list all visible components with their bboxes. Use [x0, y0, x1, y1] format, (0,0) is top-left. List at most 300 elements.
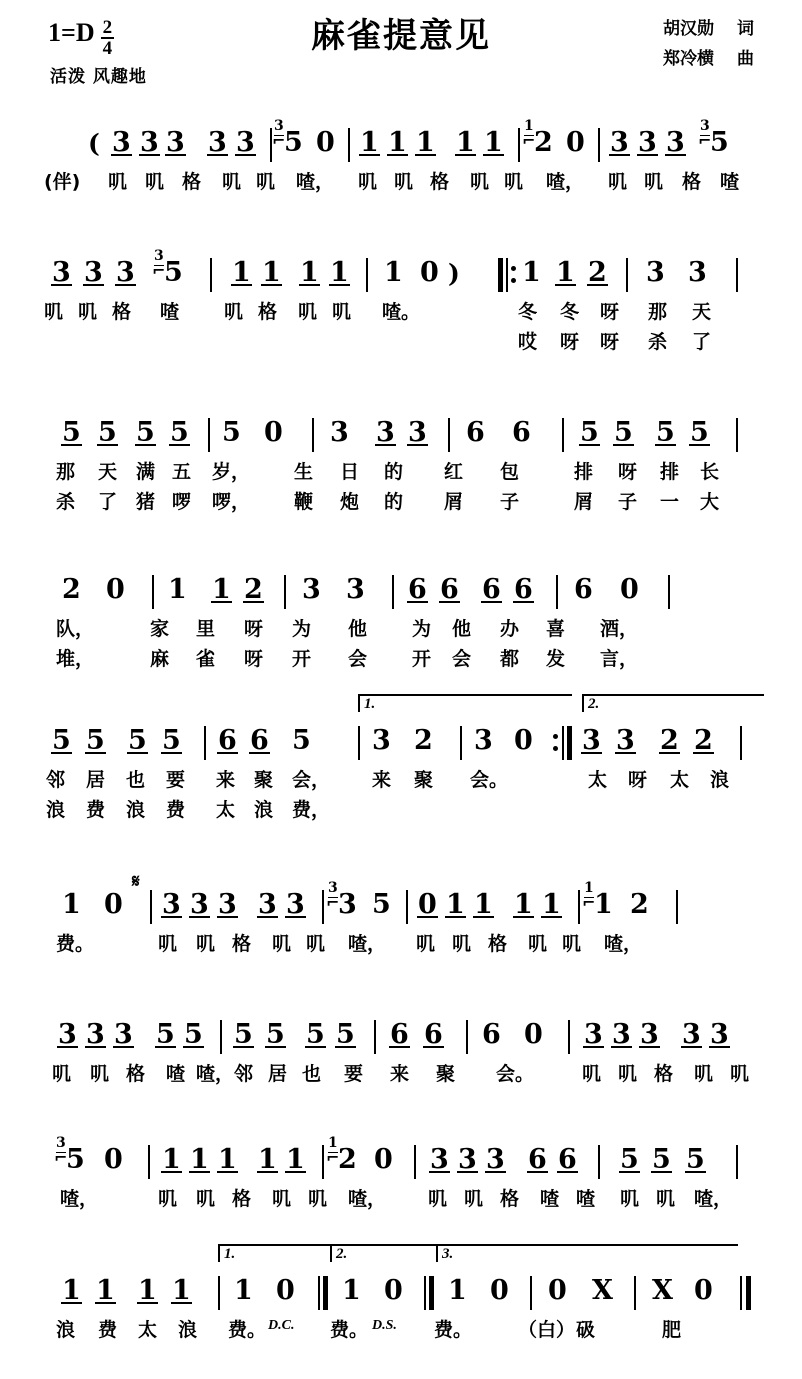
- repeat-dots: [510, 258, 518, 292]
- lyric: 言，: [600, 648, 639, 670]
- lyric: 聚: [414, 769, 434, 791]
- lyric: 叽: [308, 1188, 328, 1210]
- lyric: 喳，: [348, 1188, 387, 1210]
- repeat-start-thin: [506, 258, 508, 292]
- note: 3: [338, 889, 357, 920]
- note: 3: [646, 257, 665, 288]
- lyric-line-verse2: [0, 792, 802, 822]
- lyric: 喳，: [546, 171, 585, 193]
- note: 1: [218, 1144, 237, 1175]
- note: 1: [542, 889, 561, 920]
- lyric: 聚: [436, 1063, 456, 1085]
- note: 3: [86, 1019, 105, 1050]
- repeat-start-thick: [498, 258, 503, 292]
- note: 1: [416, 127, 435, 158]
- note: 0: [374, 1144, 393, 1175]
- lyric: 一: [660, 491, 680, 513]
- note: 1: [62, 1275, 81, 1306]
- lyric: 费: [166, 799, 186, 821]
- note: 5: [266, 1019, 285, 1050]
- lyric: 呀: [618, 461, 638, 483]
- lyric: 排: [574, 461, 594, 483]
- lyric: 叽: [644, 171, 664, 193]
- lyric-line-verse1: [0, 611, 802, 641]
- lyric: 满: [136, 461, 156, 483]
- lyric: 太: [670, 769, 690, 791]
- lyric: 叽: [452, 933, 472, 955]
- volta-3-bracket: [436, 1244, 738, 1262]
- note: 1: [234, 1275, 253, 1306]
- lyric-line: [0, 926, 802, 956]
- lyric: 叽: [90, 1063, 110, 1085]
- lyric: 格: [232, 1188, 252, 1210]
- lyric: 费。: [434, 1319, 473, 1341]
- lyric: 叽: [428, 1188, 448, 1210]
- lyric: 五: [172, 461, 192, 483]
- note: 5: [306, 1019, 325, 1050]
- note: 5: [184, 1019, 203, 1050]
- lyric: 啰，: [212, 491, 251, 513]
- lyric: 呀: [628, 769, 648, 791]
- note: 3: [458, 1144, 477, 1175]
- lyric: 排: [660, 461, 680, 483]
- lyric: 居: [268, 1063, 288, 1085]
- note: 2: [694, 725, 713, 756]
- note: 0: [694, 1275, 713, 1306]
- lyric: 居: [86, 769, 106, 791]
- lyric: 叽: [394, 171, 414, 193]
- lyric-line: [0, 1312, 802, 1342]
- note: 3: [372, 725, 391, 756]
- lyric: 格: [654, 1063, 674, 1085]
- lyric: 浪: [126, 799, 146, 821]
- lyric: 猪: [136, 491, 156, 513]
- note: 1: [330, 257, 349, 288]
- lyric: 叽: [158, 1188, 178, 1210]
- music-system-8: [0, 1135, 802, 1211]
- note: 5: [292, 725, 311, 756]
- lyric: 天: [692, 301, 712, 323]
- lyric: 堆，: [56, 648, 95, 670]
- lyric: 叽: [464, 1188, 484, 1210]
- repeat-end-thin: [562, 726, 564, 760]
- lyric: 那: [56, 461, 76, 483]
- lyric: 叽: [306, 933, 326, 955]
- note: 3: [218, 889, 237, 920]
- music-system-4: [0, 565, 802, 671]
- note: 3: [162, 889, 181, 920]
- barline: [322, 1145, 324, 1179]
- note: 0: [620, 574, 639, 605]
- note: 1: [300, 257, 319, 288]
- music-system-6: [0, 871, 802, 956]
- note-line: [0, 1010, 802, 1056]
- barline: [374, 1020, 376, 1054]
- lyric: 喳，: [60, 1188, 99, 1210]
- lyric: 子: [500, 491, 520, 513]
- note: 6: [218, 725, 237, 756]
- lyric: 喳: [720, 171, 740, 193]
- time-signature-numerator: 2: [102, 17, 113, 38]
- lyric-line: [0, 1181, 802, 1211]
- note: 3: [610, 127, 629, 158]
- note: 5: [656, 417, 675, 448]
- note: 5: [234, 1019, 253, 1050]
- lyric: 格: [182, 171, 202, 193]
- credits: [663, 14, 754, 74]
- note: 5: [686, 1144, 705, 1175]
- lyric: 喳，: [296, 171, 335, 193]
- note-line: [0, 408, 802, 454]
- repeat-end-thick: [567, 726, 572, 760]
- music-system-9: [0, 1246, 802, 1342]
- note: 1: [484, 127, 503, 158]
- note: 6: [440, 574, 459, 605]
- note: 2: [660, 725, 679, 756]
- note: 3: [116, 257, 135, 288]
- lyric: 的: [384, 491, 404, 513]
- lyric: 来: [372, 769, 392, 791]
- note: 0: [106, 574, 125, 605]
- lyric: 太: [138, 1319, 158, 1341]
- note: 6: [408, 574, 427, 605]
- barline: [152, 575, 154, 609]
- lyric: 天: [98, 461, 118, 483]
- lyric: 格: [112, 301, 132, 323]
- note: 3: [486, 1144, 505, 1175]
- barline: [204, 726, 206, 760]
- tempo-marking: 活泼 风趣地: [50, 67, 147, 87]
- barline: [740, 726, 742, 760]
- barline: [598, 128, 600, 162]
- lyric: 邻: [46, 769, 66, 791]
- lyric: 叽: [78, 301, 98, 323]
- note: 0: [548, 1275, 567, 1306]
- note: 5: [222, 417, 241, 448]
- volta-2-label: 2.: [336, 1246, 348, 1262]
- lyric: 呀: [244, 618, 264, 640]
- note: 5: [128, 725, 147, 756]
- lyric: 会: [348, 648, 368, 670]
- volta-1-label: 1.: [364, 696, 376, 712]
- ds-marking: D.S.: [372, 1318, 397, 1333]
- lyricist-name: 胡汉勋: [663, 19, 714, 39]
- note: 3: [616, 725, 635, 756]
- note: 1: [172, 1275, 191, 1306]
- music-system-5: [0, 696, 802, 822]
- note: 1: [456, 127, 475, 158]
- note: 1: [556, 257, 575, 288]
- note: 3: [584, 1019, 603, 1050]
- note: 1: [168, 574, 187, 605]
- note: 3: [582, 725, 601, 756]
- composer-credit: [663, 44, 754, 74]
- composer-name: 郑冷横: [663, 49, 714, 69]
- lyric-line-verse2: [0, 484, 802, 514]
- lyric: 太: [216, 799, 236, 821]
- final-barline-thin: [740, 1276, 742, 1310]
- barline: [626, 258, 628, 292]
- lyric: 要: [344, 1063, 364, 1085]
- key-signature: [48, 18, 114, 58]
- lyric-line-verse2: [0, 324, 802, 354]
- barline: [736, 1145, 738, 1179]
- lyric: 冬: [560, 301, 580, 323]
- note: 1: [258, 1144, 277, 1175]
- lyric: 鞭: [294, 491, 314, 513]
- note: 6: [424, 1019, 443, 1050]
- note: 5: [614, 417, 633, 448]
- lyric: 生: [294, 461, 314, 483]
- lyric: 了: [692, 331, 712, 353]
- grace-note: 3: [700, 118, 710, 134]
- note: 5: [690, 417, 709, 448]
- note: 2: [338, 1144, 357, 1175]
- note: 3: [112, 127, 131, 158]
- lyric: 叽: [52, 1063, 72, 1085]
- barline: [578, 890, 580, 924]
- lyric: 费。: [56, 933, 95, 955]
- lyric: 呀: [560, 331, 580, 353]
- grace-note: 1: [328, 1135, 338, 1151]
- note: 0: [316, 127, 335, 158]
- barline: [148, 1145, 150, 1179]
- note: 0: [566, 127, 585, 158]
- lyric: 会: [452, 648, 472, 670]
- page-title: 麻雀提意见: [311, 16, 491, 56]
- lyric: 啰: [172, 491, 192, 513]
- lyric: 喳: [540, 1188, 560, 1210]
- grace-slash: ⌐: [272, 131, 286, 150]
- lyric: 格: [232, 933, 252, 955]
- barline: [406, 890, 408, 924]
- note-line: [0, 871, 802, 926]
- lyric-line-verse1: [0, 762, 802, 792]
- barline: [676, 890, 678, 924]
- lyric: 喳: [576, 1188, 596, 1210]
- lyric: 费: [98, 1319, 118, 1341]
- volta-1-bracket: [358, 694, 572, 712]
- barline: [448, 418, 450, 452]
- lyric: 叽: [196, 1188, 216, 1210]
- time-signature: [101, 18, 115, 58]
- key-label: 1=D: [48, 18, 95, 47]
- time-signature-denominator: 4: [102, 38, 113, 59]
- lyric: 屑: [574, 491, 594, 513]
- grace-note: 3: [328, 880, 338, 896]
- note: 1: [388, 127, 407, 158]
- lyric: 叽: [332, 301, 352, 323]
- note: 1: [594, 889, 613, 920]
- note: 1: [262, 257, 281, 288]
- note: 5: [62, 417, 81, 448]
- note-line: [0, 1135, 802, 1181]
- lyric: 喳，: [348, 933, 387, 955]
- lyric: 他: [452, 618, 472, 640]
- note: 6: [574, 574, 593, 605]
- note: 3: [710, 1019, 729, 1050]
- note: 6: [482, 574, 501, 605]
- note: 0: [524, 1019, 543, 1050]
- grace-note: 1: [584, 880, 594, 896]
- volta-2-bracket: [330, 1244, 436, 1262]
- note: 2: [534, 127, 553, 158]
- lyric: 也: [126, 769, 146, 791]
- lyric: 浪: [46, 799, 66, 821]
- note: 3: [346, 574, 365, 605]
- note: 3: [666, 127, 685, 158]
- barline: [312, 418, 314, 452]
- note: 3: [190, 889, 209, 920]
- lyric: 子: [618, 491, 638, 513]
- barline: [284, 575, 286, 609]
- lyric-line-verse1: [0, 454, 802, 484]
- lyric: 叽: [224, 301, 244, 323]
- lyric: 格: [258, 301, 278, 323]
- grace-slash: ⌐: [326, 893, 340, 912]
- note: 3: [286, 889, 305, 920]
- note: 3: [58, 1019, 77, 1050]
- lyric: 叽: [618, 1063, 638, 1085]
- barline: [598, 1145, 600, 1179]
- note: 5: [156, 1019, 175, 1050]
- grace-note: 3: [154, 248, 164, 264]
- lyric: 太: [588, 769, 608, 791]
- lyric: 家: [150, 618, 170, 640]
- note-line: [0, 248, 802, 294]
- lyric: 呀: [244, 648, 264, 670]
- note: 1: [514, 889, 533, 920]
- barline: [318, 1276, 320, 1310]
- note: 6: [466, 417, 485, 448]
- lyric: 杀: [56, 491, 76, 513]
- lyric: 来: [216, 769, 236, 791]
- barline: [348, 128, 350, 162]
- note: 5: [86, 725, 105, 756]
- music-system-7: [0, 1010, 802, 1086]
- lyric: 办: [500, 618, 520, 640]
- note: 2: [62, 574, 81, 605]
- lyric: 日: [340, 461, 360, 483]
- lyric: 喳。: [382, 301, 421, 323]
- lyric: 他: [348, 618, 368, 640]
- note: 1: [96, 1275, 115, 1306]
- note: 1: [62, 889, 81, 920]
- note: 2: [414, 725, 433, 756]
- lyric: 叽: [145, 171, 165, 193]
- grace-slash: ⌐: [152, 261, 166, 280]
- note: 5: [66, 1144, 85, 1175]
- lyric: 了: [98, 491, 118, 513]
- barline: [530, 1276, 532, 1310]
- note: 3: [638, 127, 657, 158]
- note: 0: [264, 417, 283, 448]
- note: 5: [170, 417, 189, 448]
- lyric: (伴): [44, 171, 81, 193]
- lyric: 格: [126, 1063, 146, 1085]
- note: 5: [52, 725, 71, 756]
- note: 1: [448, 1275, 467, 1306]
- lyric: 叽: [582, 1063, 602, 1085]
- barline: [358, 726, 360, 760]
- note: 1: [360, 127, 379, 158]
- lyric: 浪: [178, 1319, 198, 1341]
- note: 6: [250, 725, 269, 756]
- lyric: 呀: [600, 331, 620, 353]
- volta-3-label: 3.: [442, 1246, 454, 1262]
- lyric: 的: [384, 461, 404, 483]
- lyric: 叽: [656, 1188, 676, 1210]
- lyricist-role: 词: [737, 19, 754, 39]
- barline: [322, 890, 324, 924]
- note: 5: [372, 889, 391, 920]
- lyric: 叽: [272, 933, 292, 955]
- lyric: 来: [390, 1063, 410, 1085]
- grace-note: 3: [274, 118, 284, 134]
- note: 0: [104, 889, 123, 920]
- lyric: 呀: [600, 301, 620, 323]
- section-end-thick: [323, 1276, 328, 1310]
- lyric: 格: [488, 933, 508, 955]
- lyric: 邻: [234, 1063, 254, 1085]
- lyric-line-verse2: [0, 641, 802, 671]
- lyric: 砐: [576, 1319, 596, 1341]
- barline: [366, 258, 368, 292]
- barline: [414, 1145, 416, 1179]
- note: 3: [474, 725, 493, 756]
- lyric: 里: [196, 618, 216, 640]
- lyric: 长: [700, 461, 720, 483]
- lyric: 那: [648, 301, 668, 323]
- note: 3: [236, 127, 255, 158]
- lyric: 费，: [292, 799, 331, 821]
- note: 6: [514, 574, 533, 605]
- note: 3: [84, 257, 103, 288]
- paren-close: ): [448, 259, 460, 288]
- note: 1: [232, 257, 251, 288]
- note: 1: [522, 257, 541, 288]
- lyric: 会。: [496, 1063, 535, 1085]
- note: 0: [420, 257, 439, 288]
- lyric: 喜: [546, 618, 566, 640]
- lyric: 杀: [648, 331, 668, 353]
- note: 6: [482, 1019, 501, 1050]
- note: 1: [162, 1144, 181, 1175]
- lyric: 雀: [196, 648, 216, 670]
- lyric: 开: [412, 648, 432, 670]
- lyric: 为: [292, 618, 312, 640]
- note-line: [0, 565, 802, 611]
- lyric: 叽: [416, 933, 436, 955]
- note: X: [652, 1275, 673, 1306]
- lyric: 喳，: [694, 1188, 733, 1210]
- lyric: 也: [302, 1063, 322, 1085]
- note: 3: [52, 257, 71, 288]
- note: 3: [208, 127, 227, 158]
- note: 3: [140, 127, 159, 158]
- note: 1: [138, 1275, 157, 1306]
- paren-open: (: [88, 129, 100, 158]
- note: 0: [276, 1275, 295, 1306]
- lyric: 叽: [470, 171, 490, 193]
- barline: [424, 1276, 426, 1310]
- note-line: [0, 716, 802, 762]
- note: 5: [284, 127, 303, 158]
- note: 6: [512, 417, 531, 448]
- note: 5: [620, 1144, 639, 1175]
- note-line: [0, 1266, 802, 1312]
- note: 1: [446, 889, 465, 920]
